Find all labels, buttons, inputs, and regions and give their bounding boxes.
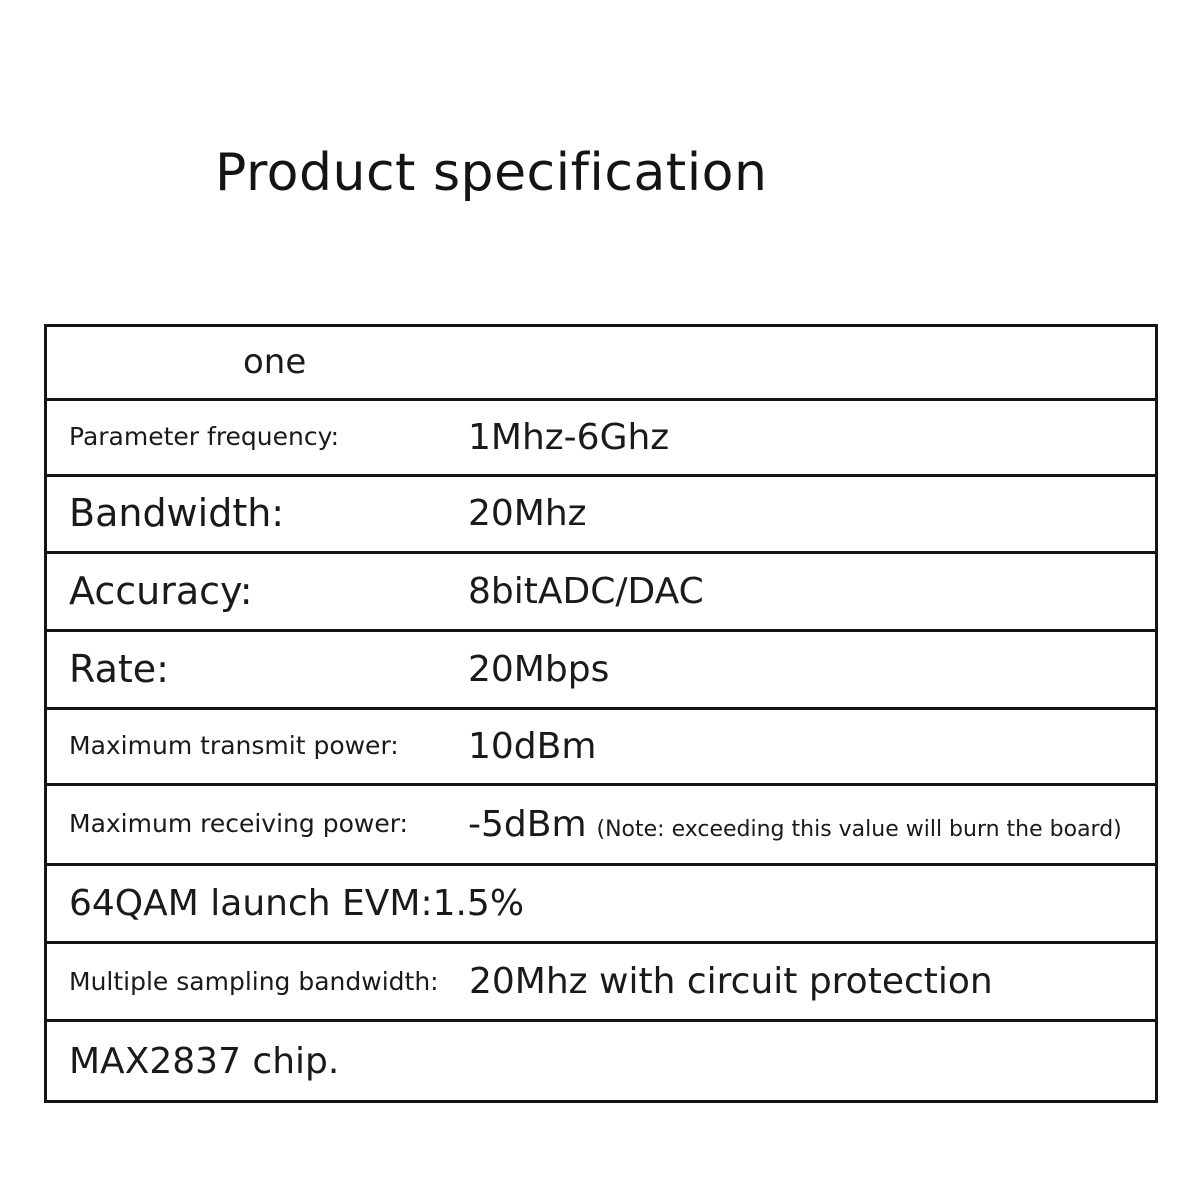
- row-label: Bandwidth:: [69, 491, 285, 536]
- row-value: 20Mhz: [468, 493, 587, 535]
- row-value: -5dBm: [468, 803, 587, 845]
- table-row: [47, 1022, 1155, 1100]
- row-value-note: (Note: exceeding this value will burn the board): [596, 816, 1122, 842]
- table-row: [47, 477, 1155, 554]
- row-value: 10dBm: [468, 725, 597, 767]
- row-label: Rate:: [69, 646, 169, 691]
- row-label: 64QAM launch EVM:1.5%: [69, 883, 525, 924]
- row-label: Accuracy:: [69, 568, 253, 613]
- row-value: 20Mbps: [468, 648, 610, 690]
- table-row: [47, 327, 1155, 401]
- row-value: 20Mhz with circuit protection: [469, 960, 993, 1002]
- table-row: [47, 554, 1155, 632]
- row-label: Maximum transmit power:: [69, 731, 399, 761]
- row-label: Maximum receiving power:: [69, 809, 408, 839]
- table-row: [47, 866, 1155, 944]
- row-value: 8bitADC/DAC: [468, 570, 704, 612]
- row-label: one: [243, 341, 307, 382]
- row-label: Parameter frequency:: [69, 422, 340, 452]
- page-title: Product specification: [215, 143, 768, 203]
- table-row: [47, 786, 1155, 866]
- table-row: [47, 710, 1155, 786]
- table-row: [47, 632, 1155, 710]
- table-row: [47, 944, 1155, 1022]
- row-value: 1Mhz-6Ghz: [468, 416, 670, 458]
- row-label: Multiple sampling bandwidth:: [69, 967, 439, 996]
- row-value-group: [468, 803, 1155, 845]
- table-row: [47, 401, 1155, 477]
- specification-table: [44, 324, 1158, 1103]
- row-label: MAX2837 chip.: [69, 1040, 340, 1082]
